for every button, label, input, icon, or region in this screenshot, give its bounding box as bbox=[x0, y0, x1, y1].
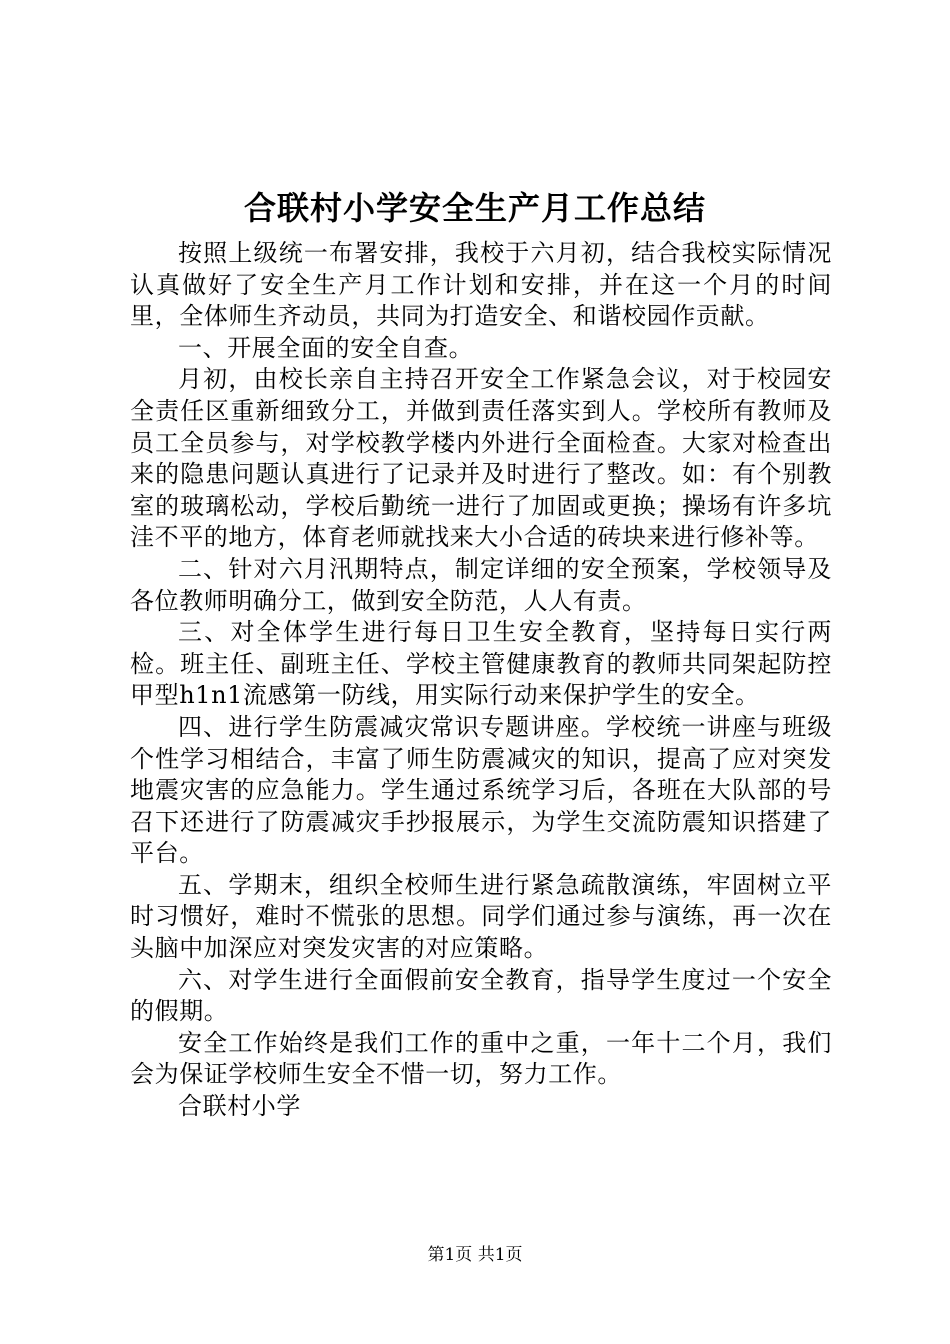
section-5: 五、学期末，组织全校师生进行紧急疏散演练，牢固树立平时习惯好，难时不慌张的思想。同学们通过参与演练，再一次在头脑中加深应对突发灾害的对应策略。 bbox=[130, 870, 832, 963]
page-footer: 第1页 共1页 bbox=[427, 1245, 523, 1265]
section-2: 二、针对六月汛期特点，制定详细的安全预案，学校领导及各位教师明确分工，做到安全防范，人人有责。 bbox=[130, 554, 832, 615]
document-title: 合联村小学安全生产月工作总结 bbox=[243, 189, 706, 227]
paragraph-self-inspection: 月初，由校长亲自主持召开安全工作紧急会议，对于校园安全责任区重新细致分工，并做到责任落实到人。学校所有教师及员工全员参与，对学校教学楼内外进行全面检查。大家对检查出来的隐患问题认真进行了记录并及时进行了整改。如：有个别教室的玻璃松动，学校后勤统一进行了加固或更换；操场有许多坑洼不平的地方，体育老师就找来大小合适的砖块来进行修补等。 bbox=[130, 365, 832, 552]
section-6: 六、对学生进行全面假前安全教育，指导学生度过一个安全的假期。 bbox=[130, 965, 832, 1026]
paragraph-conclusion: 安全工作始终是我们工作的重中之重，一年十二个月，我们会为保证学校师生安全不惜一切，努力工作。 bbox=[130, 1028, 832, 1089]
document-body bbox=[130, 238, 832, 1123]
section-4: 四、进行学生防震减灾常识专题讲座。学校统一讲座与班级个性学习相结合，丰富了师生防震减灾的知识，提高了应对突发地震灾害的应急能力。学生通过系统学习后，各班在大队部的号召下还进行了防震减灾手抄报展示，为学生交流防震知识搭建了平台。 bbox=[130, 712, 832, 868]
section-3: 三、对全体学生进行每日卫生安全教育，坚持每日实行两检。班主任、副班主任、学校主管健康教育的教师共同架起防控甲型h1n1流感第一防线，用实际行动来保护学生的安全。 bbox=[130, 618, 832, 710]
signature: 合联村小学 bbox=[178, 1092, 301, 1121]
section-heading-1: 一、开展全面的安全自查。 bbox=[178, 333, 474, 362]
paragraph-intro: 按照上级统一布署安排，我校于六月初，结合我校实际情况认真做好了安全生产月工作计划和安排，并在这一个月的时间里，全体师生齐动员，共同为打造安全、和谐校园作贡献。 bbox=[130, 239, 832, 331]
